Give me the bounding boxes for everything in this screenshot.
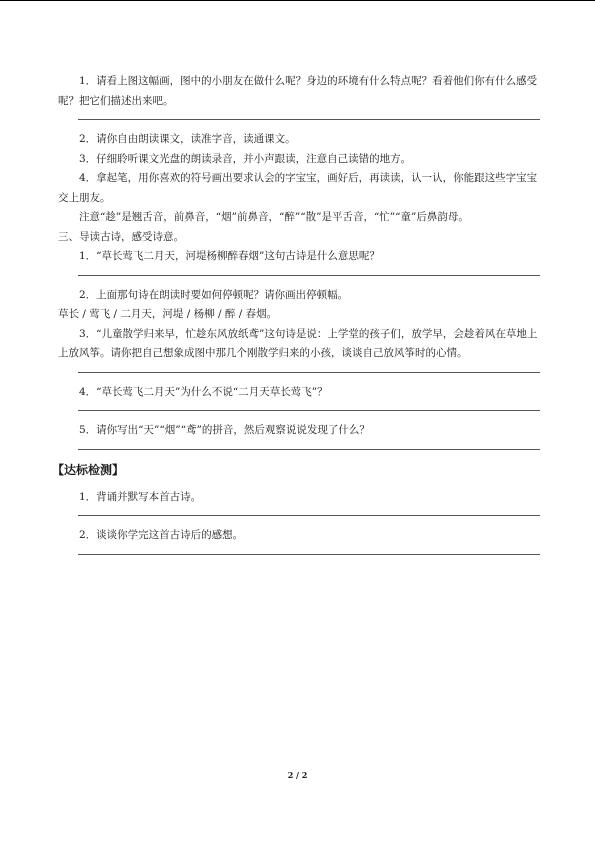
pronunciation-note: 注意“趁”是翘舌音，前鼻音，“烟”前鼻音，“醉”“散”是平舌音，“忙”“童”后鼻韵母。 — [79, 211, 469, 223]
answer-line[interactable] — [78, 515, 540, 516]
poem-question-4: 4．“草长莺飞二月天”为什么不说“二月天草长莺飞”？ — [79, 385, 328, 398]
assessment-item-1: 1．背诵并默写本首古诗。 — [79, 490, 202, 503]
answer-line[interactable] — [78, 275, 540, 276]
answer-line[interactable] — [78, 372, 540, 373]
answer-line[interactable] — [78, 449, 540, 450]
question-4: 4．拿起笔，用你喜欢的符号画出要求认会的字宝宝，画好后，再读读，认一认，你能跟这些字宝宝交上朋友。 — [58, 172, 538, 204]
question-3: 3．仔细聆听课文光盘的朗读录音，并小声跟读，注意自己读错的地方。 — [79, 152, 412, 165]
poem-question-5: 5．请你写出“天”“烟”“鸢”的拼音，然后观察说说发现了什么？ — [79, 424, 370, 436]
answer-line[interactable] — [78, 410, 540, 411]
pause-marking: 草长 / 莺飞 / 二月天，河堤 / 杨柳 / 醉 / 春烟。 — [58, 308, 278, 320]
assessment-item-2: 2．谈谈你学完这首古诗后的感想。 — [79, 529, 244, 541]
worksheet-body — [52, 72, 540, 565]
header-rule — [0, 0, 595, 1]
page-number: 2 / 2 — [287, 770, 308, 780]
answer-line[interactable] — [78, 119, 540, 120]
poem-question-3: 3．“儿童散学归来早，忙趁东风放纸鸢”这句诗是说：上学堂的孩子们，放学早，会趁着风在草地上上放风筝。请你把自己想象成图中那几个刚散学归来的小孩，谈谈自己放风筝时的心情。 — [58, 327, 538, 359]
poem-question-1: 1．“草长莺飞二月天，河堤杨柳醉春烟”这句古诗是什么意思呢？ — [79, 250, 380, 262]
question-1: 1．请看上图这幅画，图中的小朋友在做什么呢？身边的环境有什么特点呢？看着他们你有什么感受呢？把它们描述出来吧。 — [58, 75, 538, 107]
assessment-heading: 【达标检测】 — [52, 462, 125, 477]
question-2: 2．请你自由朗读课文，读准字音，读通课文。 — [79, 133, 296, 145]
section-three-title: 三、导读古诗，感受诗意。 — [58, 230, 184, 243]
poem-question-2: 2．上面那句诗在朗读时要如何停顿呢？请你画出停顿幅。 — [79, 288, 349, 301]
answer-line[interactable] — [78, 554, 540, 555]
